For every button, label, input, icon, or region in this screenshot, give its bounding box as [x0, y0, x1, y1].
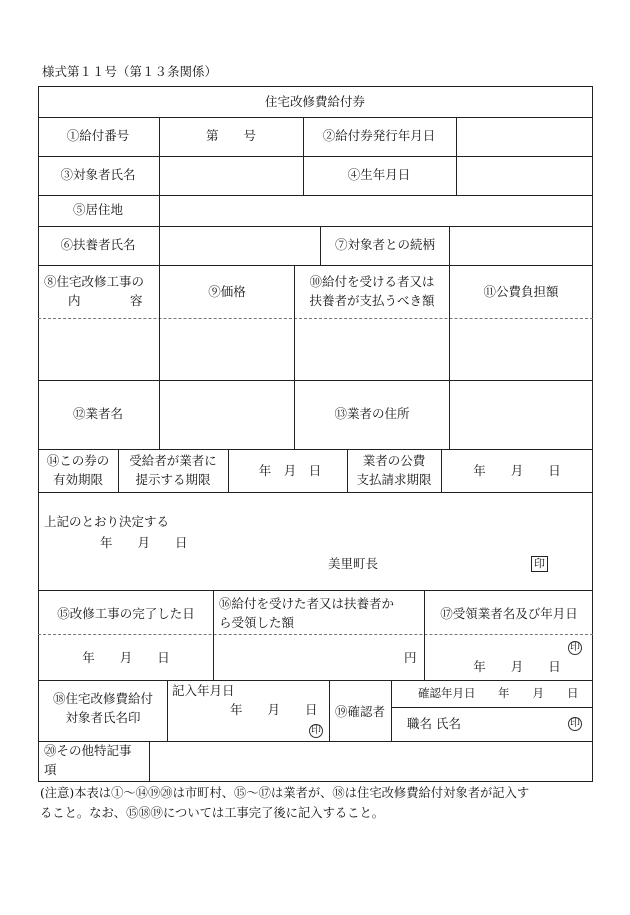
supporter-name-field[interactable]	[160, 227, 319, 264]
work-content-field[interactable]	[39, 320, 158, 379]
other-notes-field[interactable]	[150, 742, 592, 781]
recipient-seal-label: ⑱住宅改修費給付	[52, 691, 154, 706]
payment-label: ⑩給付を受ける者又は	[309, 274, 435, 289]
other-notes-label-2: 項	[44, 762, 57, 777]
work-content-label-2b: 容	[130, 293, 143, 308]
relation-label: ⑦対象者との続柄	[334, 237, 436, 252]
confirm-date-value[interactable]: 年 月 日	[498, 686, 579, 700]
vendor-ack-date[interactable]: 年 月 日	[473, 659, 561, 674]
confirmer-label: ⑲確認者	[334, 704, 386, 719]
entry-date-value[interactable]: 年 月 日	[230, 702, 318, 717]
received-amount-label-2: ら受領した額	[219, 615, 295, 630]
vendor-address-label: ⑬業者の住所	[334, 406, 410, 421]
validity-label-2: 有効期限	[52, 472, 104, 487]
public-share-field[interactable]	[450, 320, 592, 379]
note-line-2: ること。なお、⑮⑱⑲については工事完了後に記入すること。	[40, 806, 385, 820]
mayor-label: 美里町長	[328, 556, 379, 571]
confirmer-seal: 印	[570, 718, 580, 729]
present-deadline-label-2: 提示する期限	[135, 472, 211, 487]
benefit-number-value: 第 号	[205, 128, 257, 143]
claim-deadline-label-2: 支払請求期限	[356, 472, 432, 487]
supporter-name-label: ⑥扶養者氏名	[60, 237, 136, 252]
vendor-ack-label: ⑰受領業者名及び年月日	[440, 606, 578, 621]
work-content-label-2a: 内	[68, 293, 81, 308]
present-deadline-date[interactable]: 年 月 日	[258, 463, 322, 478]
vendor-seal: 印	[570, 642, 580, 653]
vendor-name-label: ⑫業者名	[72, 406, 124, 421]
completion-date-label: ⑮改修工事の完了した日	[57, 606, 195, 621]
benefit-number-label: ①給付番号	[66, 128, 130, 143]
yen-unit: 円	[404, 650, 417, 665]
validity-label: ⑭この券の	[46, 453, 110, 468]
present-deadline-label: 受給者が業者に	[129, 453, 217, 468]
target-name-field[interactable]	[160, 157, 302, 194]
claim-deadline-label: 業者の公費	[362, 453, 426, 468]
birth-date-field[interactable]	[457, 157, 592, 194]
decision-date[interactable]: 年 月 日	[100, 535, 188, 550]
recipient-seal-label-2: 対象者氏名印	[65, 710, 141, 725]
entry-date-label: 記入年月日	[172, 683, 235, 698]
payment-label-2: 扶養者が支払うべき額	[309, 293, 435, 308]
birth-date-label: ④生年月日	[347, 167, 411, 182]
address-field[interactable]	[160, 196, 592, 225]
target-name-label: ③対象者氏名	[60, 167, 136, 182]
claim-deadline-date[interactable]: 年 月 日	[473, 463, 561, 478]
decision-text: 上記のとおり決定する	[44, 514, 170, 529]
relation-field[interactable]	[450, 227, 592, 264]
issue-date-label: ②給付券発行年月日	[322, 128, 436, 143]
other-notes-label: ⑳その他特記事	[44, 743, 132, 758]
vendor-address-field[interactable]	[450, 381, 592, 448]
form-title: 住宅改修費給付券	[264, 94, 366, 109]
price-field[interactable]	[160, 320, 293, 379]
form-number: 様式第１１号（第１３条関係）	[42, 64, 218, 79]
vendor-name-field[interactable]	[160, 381, 293, 448]
title-name-label: 職名 氏名	[407, 716, 461, 731]
completion-date-value[interactable]: 年 月 日	[82, 650, 170, 665]
mayor-seal: 印	[531, 556, 548, 572]
payment-field[interactable]	[295, 320, 448, 379]
received-amount-label: ⑯給付を受けた者又は扶養者か	[219, 596, 395, 611]
public-share-label: ⑪公費負担額	[483, 284, 559, 299]
price-label: ⑨価格	[208, 284, 246, 299]
issue-date-field[interactable]	[457, 118, 592, 155]
address-label: ⑤居住地	[72, 202, 124, 217]
received-amount-field[interactable]	[214, 636, 396, 679]
work-content-label: ⑧住宅改修工事の	[44, 274, 145, 289]
note-line-1: (注意)本表は①～⑭⑲⑳は市町村、⑮～⑰は業者が、⑱は住宅改修費給付対象者が記入す	[40, 786, 530, 800]
recipient-seal: 印	[311, 725, 321, 736]
confirm-date-label: 確認年月日	[418, 686, 476, 700]
